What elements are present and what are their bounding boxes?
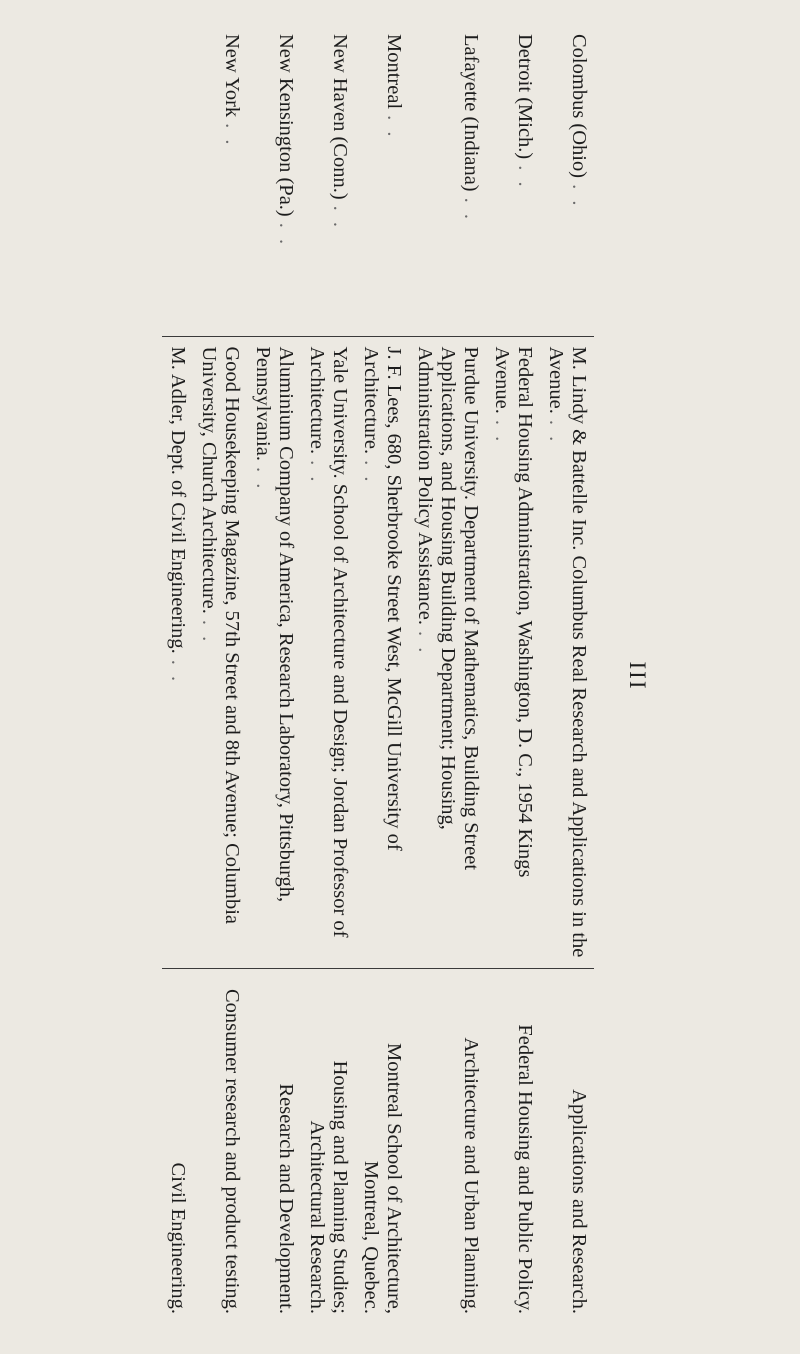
leader-dots: . . [360,460,382,485]
field-cell [355,968,409,1324]
institution-cell [486,336,540,968]
leader-dots: . . [491,419,513,445]
institution-cell-text: Yale University. School of Architecture and Design; Jordan Professor of Architecture. [306,346,351,938]
field-cell [247,968,301,1324]
institution-cell [193,336,247,968]
place-cell [486,24,540,336]
leader-dots: . . [275,222,297,248]
leader-dots: . . [514,165,536,190]
field-cell [162,968,193,1324]
institution-cell-text: Good Housekeeping Magazine, 57th Street and 8th Avenue; Columbia University, Church Architecture. [198,346,243,924]
table-row [301,24,355,1324]
field-cell-text: Housing and Planning Studies; Architectural Research. [306,1060,351,1314]
field-cell [486,968,540,1324]
table-row [193,24,247,1324]
place-cell-text: Montreal [383,34,405,110]
field-cell-text: Civil Engineering. [167,1162,189,1314]
page-folio: III [625,661,650,691]
table-row [486,24,540,1324]
table-row [409,24,486,1324]
leader-dots: . . [306,460,328,485]
institution-cell [301,336,355,968]
place-cell [247,24,301,336]
leader-dots: . . [221,123,243,148]
institution-cell-text: M. Adler, Dept. of Civil Engineering. [167,346,189,654]
table-row [162,24,193,1324]
leader-dots: . . [329,205,351,231]
institution-cell [355,336,409,968]
field-cell [540,968,594,1324]
leader-dots: . . [414,630,436,656]
field-cell-text: Architecture and Urban Planning. [460,1037,482,1314]
place-cell-text: New Haven (Conn.) [329,34,351,200]
field-cell-text: Federal Housing and Public Policy. [514,1024,536,1314]
place-cell [540,24,594,336]
field-cell [193,968,247,1324]
field-cell-text: Applications and Research. [568,1089,590,1314]
leader-dots: . . [167,659,189,685]
institutions-table-body [162,24,594,1324]
place-cell-text: Detroit (Mich.) [514,34,536,160]
table-row [247,24,301,1324]
place-cell-text: New York [221,34,243,118]
institution-cell-text: M. Lindy & Battelle Inc. Columbus Real Research and Applications in the Avenue. [545,346,590,958]
table-row [540,24,594,1324]
leader-dots: . . [383,115,405,140]
institution-cell [540,336,594,968]
place-cell [301,24,355,336]
field-cell-text: Montreal School of Architecture, Montreal, Quebec. [360,1043,405,1314]
leader-dots: . . [545,419,567,445]
place-cell [355,24,409,336]
place-cell-text: Colombus (Ohio) [568,34,590,179]
leader-dots: . . [568,184,590,209]
field-cell-text: Consumer research and product testing. [221,988,243,1314]
field-cell-text: Research and Development. [275,1083,297,1314]
leader-dots: . . [460,197,482,223]
field-cell [409,968,486,1324]
place-cell [193,24,247,336]
institution-cell-text: Purdue University. Department of Mathematics, Building Street Applications, and Housing Building Department; Housing, Administration Policy Assistance. [414,346,482,871]
institution-cell [409,336,486,968]
institution-cell-text: J. F. Lees, 680, Sherbrooke Street West, McGill University of Architecture. [360,346,405,851]
institutions-table [162,24,594,1324]
table-row [355,24,409,1324]
leader-dots: . . [252,466,274,492]
institution-cell [162,336,193,968]
place-cell-text: Lafayette (Indiana) [460,34,482,192]
institution-cell-text: Federal Housing Administration, Washington, D. C., 1954 Kings Avenue. [491,346,536,878]
place-cell-text: New Kensington (Pa.) [275,34,297,217]
institution-cell [247,336,301,968]
place-cell [409,24,486,336]
field-cell [301,968,355,1324]
place-cell [162,24,193,336]
institution-cell-text: Aluminium Company of America, Research Laboratory, Pittsburgh, Pennsylvania. [252,346,297,903]
leader-dots: . . [198,619,220,645]
